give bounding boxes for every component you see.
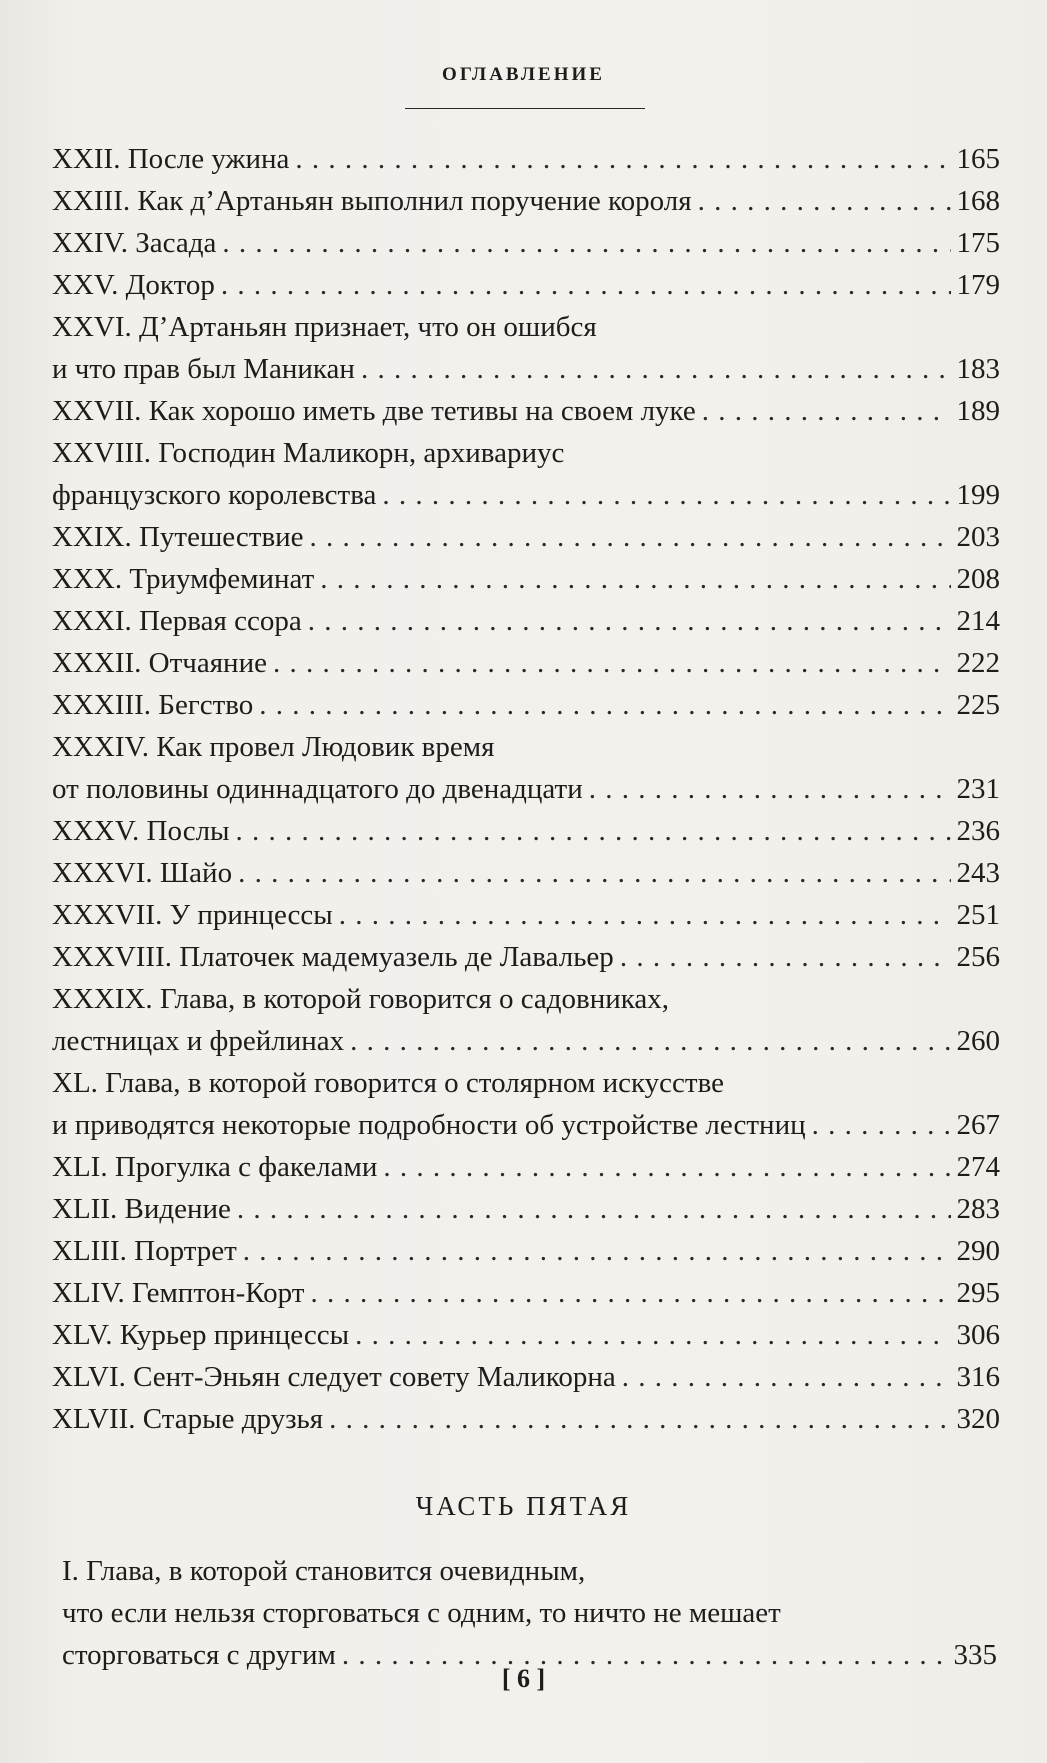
toc-page-number: 183 [956, 353, 1000, 385]
toc-page-number: 214 [956, 605, 1000, 637]
toc-page-number: 283 [956, 1193, 1000, 1225]
toc-entry-title: XXX. Триумфеминат [52, 563, 315, 595]
title-rule [405, 108, 645, 109]
toc-page-number: 243 [956, 857, 1000, 889]
dot-leader [329, 1398, 950, 1440]
toc-entry-title: XLVII. Старые друзья [52, 1403, 324, 1435]
toc-page-number: 175 [956, 227, 1000, 259]
toc-entry-title: XXVII. Как хорошо иметь две тетивы на своем луке [52, 395, 696, 427]
dot-leader [812, 1104, 951, 1146]
dot-leader [355, 1314, 950, 1356]
dot-leader [589, 768, 951, 810]
toc-entry-line [52, 1020, 1000, 1062]
toc-entry-line [52, 264, 1000, 306]
toc-entry-title: XXXVI. Шайо [52, 857, 233, 889]
toc-page-number: 199 [956, 479, 1000, 511]
toc-entry-title: сторговаться с другим [62, 1639, 336, 1671]
toc-entry-title: XLV. Курьер принцессы [52, 1319, 350, 1351]
toc-entry-line [52, 558, 1000, 600]
dot-leader [339, 894, 951, 936]
part-table-of-contents [62, 1550, 997, 1676]
toc-entry-line [52, 1230, 1000, 1272]
toc-page-number: 189 [956, 395, 1000, 427]
toc-entry-line [52, 516, 1000, 558]
toc-entry-line [52, 138, 1000, 180]
toc-entry-line [52, 684, 1000, 726]
toc-entry-continuation [62, 1550, 997, 1592]
toc-entry-title: XLIII. Портрет [52, 1235, 237, 1267]
toc-entry-title: XXXVII. У принцессы [52, 899, 333, 931]
dot-leader [320, 558, 950, 600]
toc-entry-line [52, 348, 1000, 390]
toc-entry-line [52, 474, 1000, 516]
toc-page-number: 316 [956, 1361, 1000, 1393]
part-heading: ЧАСТЬ ПЯТАЯ [415, 1491, 632, 1521]
toc-entry-title: XXXVIII. Платочек мадемуазель де Лавальер [52, 941, 614, 973]
dot-leader [273, 642, 951, 684]
toc-entry-title: XXII. После ужина [52, 143, 290, 175]
dot-leader [698, 180, 951, 222]
toc-entry-title: XXXIV. Как провел Людовик время [52, 731, 495, 763]
dot-leader [295, 138, 950, 180]
toc-entry-line [52, 936, 1000, 978]
toc-page-number: 225 [956, 689, 1000, 721]
dot-leader [622, 1356, 951, 1398]
toc-entry-line [52, 180, 1000, 222]
toc-entry-continuation [52, 978, 1000, 1020]
toc-page-number: 295 [956, 1277, 1000, 1309]
toc-page-number: 168 [956, 185, 1000, 217]
toc-entry-title: XXXIX. Глава, в которой говорится о садовниках, [52, 983, 670, 1015]
dot-leader [310, 516, 951, 558]
toc-entry-line [52, 852, 1000, 894]
toc-page-number: 306 [956, 1319, 1000, 1351]
toc-entry-title: I. Глава, в которой становится очевидным, [62, 1555, 586, 1587]
toc-entry-title: XXIV. Засада [52, 227, 217, 259]
page-title: ОГЛАВЛЕНИЕ [442, 64, 605, 85]
toc-entry-title: XLIV. Гемптон-Корт [52, 1277, 305, 1309]
toc-entry-title: XXXV. Послы [52, 815, 230, 847]
toc-entry-continuation [52, 1062, 1000, 1104]
toc-entry-line [52, 810, 1000, 852]
toc-page-number: 274 [956, 1151, 1000, 1183]
toc-page-number: 335 [953, 1639, 997, 1671]
toc-entry-continuation [52, 432, 1000, 474]
page-number: [ 6 ] [501, 1664, 546, 1693]
toc-page-number: 208 [956, 563, 1000, 595]
toc-entry-title: XXIX. Путешествие [52, 521, 304, 553]
toc-entry-title: XLI. Прогулка с факелами [52, 1151, 378, 1183]
toc-entry-line [52, 894, 1000, 936]
toc-page-number: 267 [956, 1109, 1000, 1141]
toc-page-number: 222 [956, 647, 1000, 679]
dot-leader [702, 390, 951, 432]
toc-entry-title: XXXII. Отчаяние [52, 647, 267, 679]
toc-page-number: 290 [956, 1235, 1000, 1267]
dot-leader [350, 1020, 950, 1062]
dot-leader [243, 1230, 951, 1272]
toc-entry-title: XXIII. Как д’Артаньян выполнил поручение короля [52, 185, 692, 217]
toc-entry-title: XXXIII. Бегство [52, 689, 254, 721]
dot-leader [383, 1146, 950, 1188]
toc-entry-line [52, 1272, 1000, 1314]
toc-entry-title: XXXI. Первая ссора [52, 605, 302, 637]
toc-entry-title: XXVIII. Господин Маликорн, архивариус [52, 437, 565, 469]
dot-leader [238, 852, 950, 894]
toc-entry-line [52, 1104, 1000, 1146]
toc-entry-title: и что прав был Маникан [52, 353, 355, 385]
toc-entry-line [52, 1314, 1000, 1356]
toc-page-number: 165 [956, 143, 1000, 175]
toc-page-number: 203 [956, 521, 1000, 553]
dot-leader [361, 348, 951, 390]
toc-entry-title: XLII. Видение [52, 1193, 231, 1225]
toc-page-number: 260 [956, 1025, 1000, 1057]
toc-entry-title: XL. Глава, в которой говорится о столярном искусстве [52, 1067, 724, 1099]
toc-entry-line [52, 1356, 1000, 1398]
dot-leader [259, 684, 950, 726]
toc-page-number: 320 [956, 1403, 1000, 1435]
toc-entry-line [52, 222, 1000, 264]
toc-entry-title: от половины одиннадцатого до двенадцати [52, 773, 583, 805]
dot-leader [620, 936, 951, 978]
toc-entry-continuation [52, 726, 1000, 768]
toc-page-number: 179 [956, 269, 1000, 301]
toc-entry-continuation [62, 1592, 997, 1634]
toc-entry-title: лестницах и фрейлинах [52, 1025, 345, 1057]
toc-entry-line [52, 390, 1000, 432]
toc-page-number: 236 [956, 815, 1000, 847]
dot-leader [221, 264, 951, 306]
toc-entry-line [52, 1146, 1000, 1188]
dot-leader [236, 810, 951, 852]
toc-entry-line [52, 1188, 1000, 1230]
dot-leader [310, 1272, 950, 1314]
toc-entry-title: XLVI. Сент-Эньян следует совету Маликорна [52, 1361, 616, 1393]
toc-entry-line [52, 1398, 1000, 1440]
dot-leader [308, 600, 951, 642]
toc-entry-line [52, 642, 1000, 684]
toc-entry-line [52, 600, 1000, 642]
toc-entry-line [52, 768, 1000, 810]
toc-page-number: 231 [956, 773, 1000, 805]
dot-leader [382, 474, 950, 516]
toc-entry-title: XXVI. Д’Артаньян признает, что он ошибся [52, 311, 597, 343]
toc-entry-title: французского королевства [52, 479, 377, 511]
dot-leader [222, 222, 950, 264]
table-of-contents [52, 138, 1000, 1440]
toc-entry-title: что если нельзя сторговаться с одним, то ничто не мешает [62, 1597, 781, 1629]
toc-entry-title: и приводятся некоторые подробности об устройстве лестниц [52, 1109, 806, 1141]
toc-page-number: 251 [956, 899, 1000, 931]
toc-entry-continuation [52, 306, 1000, 348]
dot-leader [237, 1188, 951, 1230]
toc-page-number: 256 [956, 941, 1000, 973]
toc-entry-title: XXV. Доктор [52, 269, 215, 301]
